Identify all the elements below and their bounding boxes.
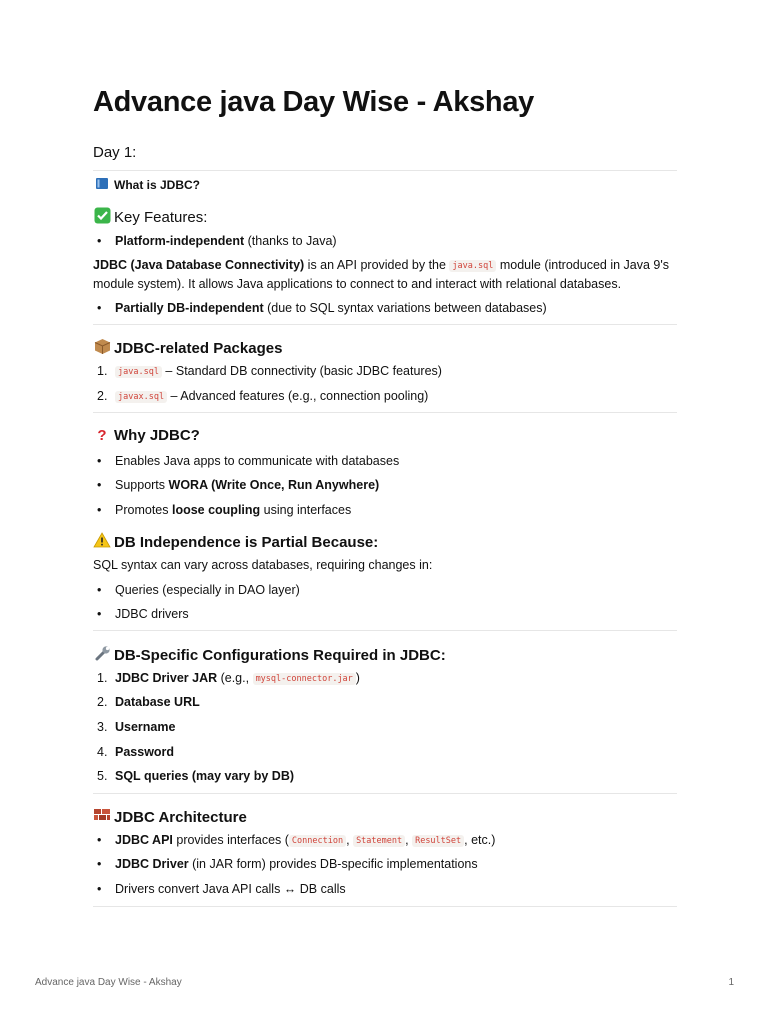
divider — [93, 324, 677, 325]
intro-text: SQL syntax can vary across databases, requiring changes in: — [93, 558, 433, 572]
check-icon — [93, 207, 111, 228]
why-jdbc-heading: ? Why JDBC? — [93, 427, 200, 444]
key-features-heading: Key Features: — [93, 207, 207, 228]
bricks-icon — [93, 807, 111, 827]
db-config-heading: DB-Specific Configurations Required in JDBC: — [93, 645, 446, 666]
divider — [93, 170, 677, 171]
inline-code: mysql-connector.jar — [253, 673, 356, 685]
list-item: • JDBC drivers — [97, 607, 189, 621]
divider — [93, 906, 677, 907]
list-item: • Enables Java apps to communicate with databases — [97, 454, 400, 468]
inline-code: ResultSet — [412, 835, 464, 847]
list-item: 3. Username — [97, 720, 176, 734]
packages-heading: JDBC-related Packages — [93, 338, 282, 359]
list-item: • Partially DB-independent (due to SQL syntax variations between databases) — [97, 301, 547, 315]
book-icon — [93, 177, 111, 193]
architecture-heading: JDBC Architecture — [93, 807, 247, 827]
list-item: 4. Password — [97, 745, 175, 759]
inline-code: java.sql — [449, 260, 496, 272]
list-item: • Queries (especially in DAO layer) — [97, 583, 300, 597]
list-item: • Supports WORA (Write Once, Run Anywhere) — [97, 478, 380, 492]
day-heading: Day 1: — [93, 144, 137, 161]
page-title: Advance java Day Wise - Akshay — [93, 86, 534, 118]
footer-title: Advance java Day Wise - Akshay — [35, 977, 182, 988]
list-item: • Drivers convert Java API calls ↔ DB calls — [97, 882, 346, 896]
list-item: • JDBC API provides interfaces ( Connection , Statement , ResultSet , etc.) — [97, 833, 496, 847]
divider — [93, 793, 677, 794]
inline-code: java.sql — [115, 366, 162, 378]
list-item: • Platform-independent (thanks to Java) — [97, 234, 337, 248]
inline-code: Statement — [353, 835, 405, 847]
inline-code: Connection — [289, 835, 346, 847]
list-item: 1. JDBC Driver JAR (e.g., mysql-connector.jar ) — [97, 671, 360, 685]
list-item: • JDBC Driver (in JAR form) provides DB-specific implementations — [97, 857, 478, 871]
question-icon: ? — [97, 427, 107, 444]
package-icon — [93, 338, 111, 359]
what-is-jdbc-heading: What is JDBC? — [93, 177, 200, 193]
list-item: • Promotes loose coupling using interfaces — [97, 503, 352, 517]
list-item: 1. java.sql – Standard DB connectivity (basic JDBC features) — [97, 364, 442, 378]
inline-code: javax.sql — [115, 391, 167, 403]
jdbc-definition-paragraph: JDBC (Java Database Connectivity) is an API provided by the java.sql module (introduced in Java 9's module system). It allows Java applications to connect to and interact with relational databases. — [93, 258, 669, 291]
list-item: 2. javax.sql – Advanced features (e.g., connection pooling) — [97, 389, 429, 403]
divider — [93, 412, 677, 413]
list-item: 2. Database URL — [97, 695, 200, 709]
list-item: 5. SQL queries (may vary by DB) — [97, 769, 295, 783]
page-number: 1 — [728, 977, 734, 988]
divider — [93, 630, 677, 631]
db-independence-heading: DB Independence is Partial Because: — [93, 532, 378, 552]
warning-icon — [93, 532, 111, 552]
wrench-icon — [93, 645, 111, 666]
